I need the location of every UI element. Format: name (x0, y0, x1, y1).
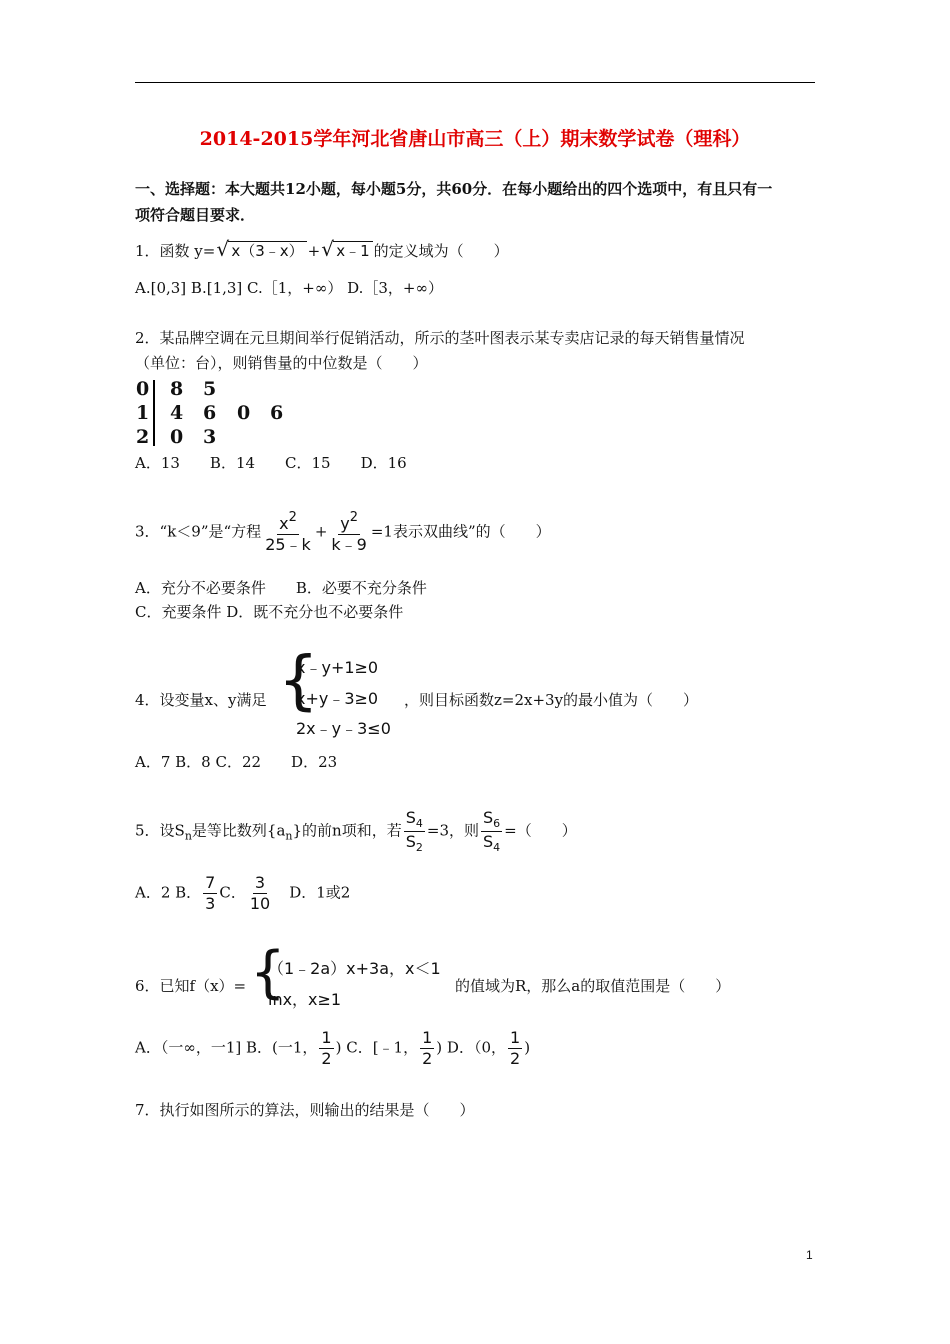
q3-f1-sup: 2 (288, 510, 297, 525)
q1-options: A.[0,3] B.[1,3] C.［1，+∞） D.［3，+∞） (135, 279, 443, 297)
leaf-value: 5 (203, 378, 217, 400)
q4-constraint-1: x﹣y+1≥0 (296, 658, 379, 677)
q5-f2-den-sub: 4 (493, 840, 501, 854)
q2-options: A．13 B．14 C．15 D．16 (135, 454, 407, 472)
q1-prefix: 1．函数 y= (135, 242, 216, 260)
q5-f2-num: S (483, 808, 494, 827)
q5-opt-b-num: 7 (205, 873, 216, 892)
q6-half-den: 2 (321, 1049, 332, 1068)
leaf-value: 8 (170, 378, 184, 400)
q5-opt-c-fraction (248, 873, 272, 914)
stem-divider (153, 380, 155, 446)
leaf-value: 4 (170, 402, 184, 424)
q6-brace: { (250, 940, 286, 1005)
q5-sub-n2: n (285, 829, 293, 843)
q5-sub-n: n (184, 829, 192, 843)
q5-mid: =3，则 (426, 821, 480, 840)
q6-prefix: 6．已知f（x）= (135, 977, 247, 995)
q2-line2: （单位：台），则销售量的中位数是（ ） (135, 354, 428, 372)
leaf-value: 6 (203, 402, 217, 424)
q1-radicand-1: x（3﹣x） (228, 241, 306, 260)
q5-opt-c: C． (219, 883, 246, 902)
q3-f2-sup: 2 (349, 510, 358, 525)
q1-plus: + (307, 242, 321, 260)
q6-half-fraction (319, 1028, 333, 1069)
q6-half-num: 1 (510, 1028, 521, 1047)
q5-f2-den: S (483, 831, 494, 851)
q3-fraction-2 (329, 510, 368, 555)
q6-half-fraction (420, 1028, 434, 1069)
q2-line1: 2．某品牌空调在元旦期间举行促销活动，所示的茎叶图表示某专卖店记录的每天销售量情况 (135, 329, 745, 347)
q5-f2-num-sub: 6 (493, 817, 501, 830)
page-title: 2014-2015学年河北省唐山市高三（上）期末数学试卷（理科） (199, 128, 751, 150)
question-1 (135, 237, 509, 261)
section-heading-line1: 一、选择题：本大题共12小题，每小题5分，共60分．在每小题给出的四个选项中，有且只有一 (135, 180, 773, 198)
q4-options: A．7 B．8 C．22 D．23 (135, 753, 338, 771)
q6-opt-d: ) D．（0， (436, 1038, 506, 1057)
leaf-value: 3 (203, 426, 217, 448)
q6-opt-end: ) (524, 1038, 531, 1057)
q4-prefix: 4．设变量x、y满足 (135, 691, 267, 709)
stem-value: 2 (136, 426, 150, 448)
question-5 (135, 808, 577, 855)
q6-half-num: 1 (422, 1028, 433, 1047)
q5-options (135, 873, 350, 914)
q5-suffix: =（ ） (504, 821, 577, 840)
q5-opt-a: A．2 B． (135, 883, 202, 902)
q5-f1-num: S (405, 808, 416, 827)
q3-f2-num: y (340, 514, 350, 533)
q6-half-den: 2 (510, 1049, 521, 1068)
q5-opt-c-num: 3 (254, 873, 266, 892)
q5-text-b: 是等比数列{a (191, 821, 286, 840)
q3-suffix: =1表示双曲线”的（ ） (370, 522, 551, 541)
q6-options (135, 1028, 530, 1069)
leaf-value: 6 (270, 402, 284, 424)
q5-fraction-2 (481, 808, 502, 855)
q3-fraction-1 (263, 510, 313, 555)
q3-options-line2: C．充要条件 D．既不充分也不必要条件 (135, 603, 404, 621)
q6-piece-1: （1﹣2a）x+3a，x＜1 (268, 959, 441, 978)
section-heading-line2: 项符合题目要求． (135, 206, 256, 224)
question-7: 7．执行如图所示的算法，则输出的结果是（ ） (135, 1101, 475, 1119)
q5-text-a: 5．设S (135, 821, 185, 840)
q6-opt-c: ) C．[﹣1， (335, 1038, 419, 1057)
q4-brace: { (278, 644, 319, 718)
q3-options-line1: A．充分不必要条件 B．必要不充分条件 (135, 579, 427, 597)
q5-fraction-1 (404, 808, 425, 855)
q3-f1-den: 25﹣k (265, 535, 311, 554)
q1-suffix: 的定义域为（ ） (373, 242, 509, 260)
q4-constraint-2: x+y﹣3≥0 (296, 689, 379, 708)
q5-f1-den: S (405, 831, 416, 851)
q5-opt-c-den: 10 (249, 894, 271, 913)
q5-opt-b-fraction (203, 873, 217, 914)
q6-suffix: 的值域为R，那么a的取值范围是（ ） (455, 977, 731, 995)
leaf-value: 0 (170, 426, 184, 448)
page-number: 1 (806, 1248, 813, 1262)
q5-f1-num-sub: 4 (415, 817, 423, 830)
q5-text-c: }的前n项和，若 (292, 821, 402, 840)
q4-suffix: ，则目标函数z=2x+3y的最小值为（ ） (404, 691, 699, 709)
q6-half-den: 2 (422, 1049, 433, 1068)
q5-opt-d: D．1或2 (274, 883, 351, 902)
q1-radicand-2: x﹣1 (333, 241, 372, 260)
q6-opt-a: A．（一∞，一1] B．(一1， (135, 1038, 318, 1057)
q3-f2-den: k﹣9 (331, 535, 367, 554)
q5-f1-den-sub: 2 (415, 840, 423, 854)
header-rule (135, 82, 815, 83)
q6-half-num: 1 (321, 1028, 332, 1047)
question-3 (135, 510, 551, 555)
q3-prefix: 3．“k＜9”是“方程 (135, 522, 262, 541)
q3-f1-num: x (279, 514, 289, 533)
q1-radical-2: √ x﹣1 (321, 240, 372, 261)
q3-plus: + (314, 522, 328, 541)
q6-half-fraction (508, 1028, 522, 1069)
q6-piece-2: lnx，x≥1 (268, 990, 342, 1009)
stem-value: 1 (136, 402, 150, 424)
q4-constraint-3: 2x﹣y﹣3≤0 (296, 719, 391, 738)
stem-value: 0 (136, 378, 150, 400)
leaf-value: 0 (237, 402, 251, 424)
q5-opt-b-den: 3 (205, 894, 216, 913)
q1-radical-1: √ x（3﹣x） (216, 240, 306, 261)
